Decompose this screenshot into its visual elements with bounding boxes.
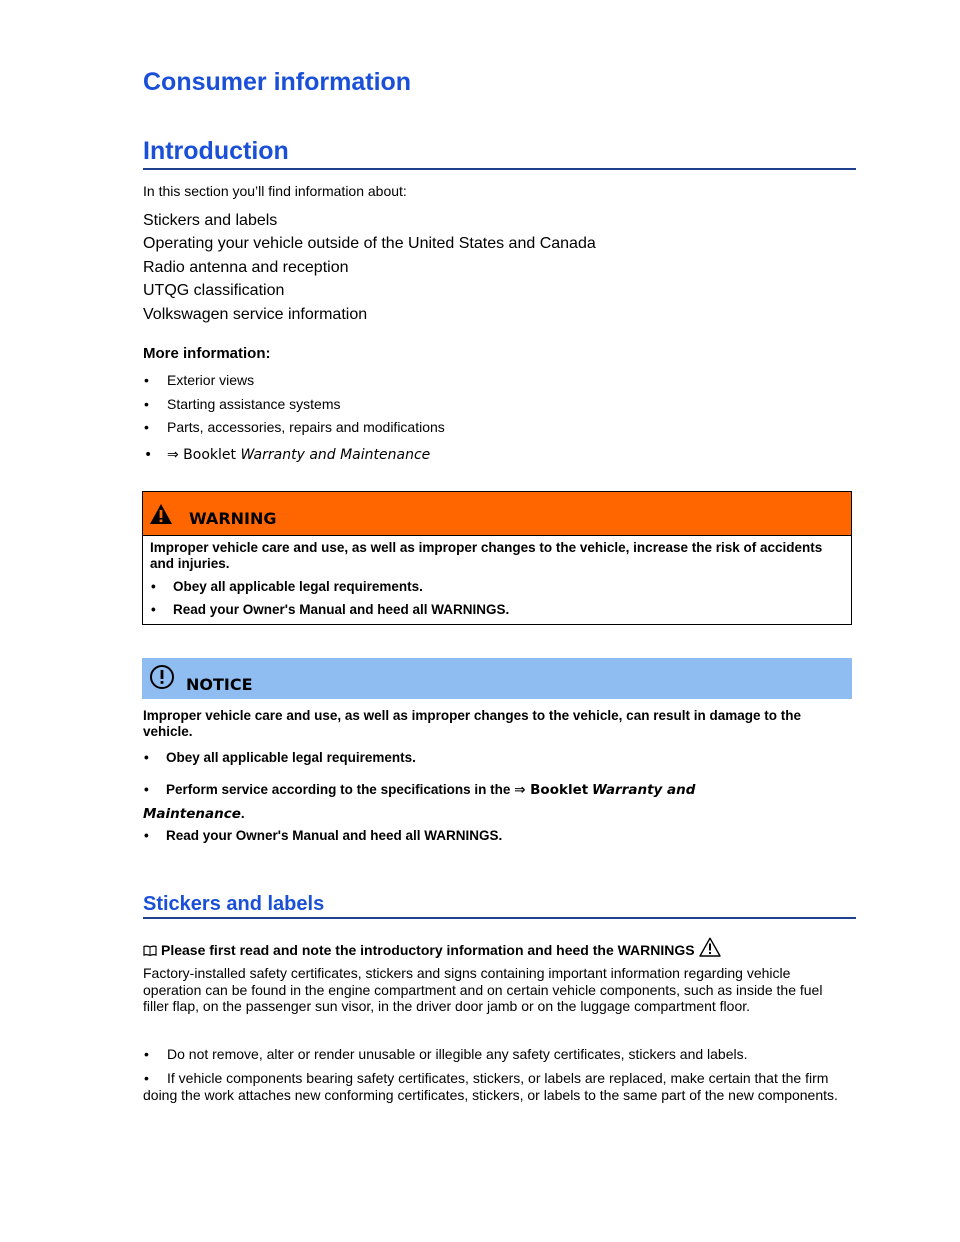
section-title: Introduction: [143, 137, 289, 165]
warning-list: [150, 579, 509, 625]
more-info-link[interactable]: • Starting assistance systems: [143, 396, 445, 420]
stickers-list: [143, 1046, 855, 1103]
notice-item-end: .: [240, 806, 245, 821]
warning-title: WARNING: [189, 509, 277, 528]
notice-text: Improper vehicle care and use, as well as improper changes to the vehicle, can result in damage to the vehicle.: [143, 708, 801, 739]
more-info-link[interactable]: • Parts, accessories, repairs and modifications: [143, 419, 445, 443]
stickers-title: Stickers and labels: [143, 893, 325, 915]
booklet-title: Warranty and Maintenance: [240, 446, 431, 463]
chapter-title: Consumer information: [143, 68, 412, 96]
notice-item: • Obey all applicable legal requirements.: [143, 750, 843, 778]
warning-text: Improper vehicle care and use, as well as improper changes to the vehicle, increase the risk of accidents and injuries.: [150, 540, 823, 571]
more-info-list: [143, 372, 445, 470]
notice-item-text: Perform service according to the specifications in the: [166, 782, 511, 797]
stickers-divider: [143, 917, 856, 919]
warning-triangle-icon: [149, 503, 173, 525]
booklet-prefix: ⇒ Booklet: [167, 446, 237, 463]
warning-triangle-icon[interactable]: [699, 937, 721, 957]
stickers-item: • Do not remove, alter or render unusable or illegible any safety certificates, stickers and labels.: [143, 1046, 855, 1070]
booklet-prefix[interactable]: ⇒ Booklet: [514, 782, 589, 798]
read-note-text: Please first read and note the introductory information and heed the WARNINGS: [161, 942, 695, 958]
topic-link[interactable]: Stickers and labels: [143, 212, 278, 229]
warning-item: • Obey all applicable legal requirements.: [150, 579, 509, 602]
stickers-item: • If vehicle components bearing safety certificates, stickers, or labels are replaced, make certain that the firm doing the work attaches new conforming certificates, stickers, or labels to the same part of the new components.: [143, 1070, 855, 1103]
notice-header: [142, 658, 852, 699]
booklet-title-cont[interactable]: Maintenance: [143, 806, 241, 822]
more-info-link[interactable]: • Exterior views: [143, 372, 445, 396]
exclamation-circle-icon: [149, 664, 175, 690]
notice-item: • Read your Owner's Manual and heed all WARNINGS.: [143, 828, 843, 843]
intro-text: In this section you’ll find information about:: [143, 183, 407, 199]
book-icon: [143, 945, 157, 956]
topic-link[interactable]: UTQG classification: [143, 282, 285, 300]
warning-item: • Read your Owner's Manual and heed all WARNINGS.: [150, 602, 509, 625]
more-info-heading: More information:: [143, 345, 271, 362]
notice-list: [143, 750, 843, 843]
booklet-title[interactable]: Warranty and: [591, 782, 696, 798]
notice-title: NOTICE: [186, 675, 253, 694]
warning-box: [142, 491, 852, 625]
topic-link[interactable]: Radio antenna and reception: [143, 258, 349, 276]
booklet-reference[interactable]: [143, 447, 445, 471]
topic-list: [143, 209, 596, 326]
section-divider: [143, 168, 856, 170]
topic-link[interactable]: Operating your vehicle outside of the United States and Canada: [143, 235, 596, 253]
notice-item: [143, 778, 843, 828]
stickers-paragraph: Factory-installed safety certificates, stickers and signs containing important information regarding vehicle operation can be found in the engine compartment and on certain vehicle components, such as inside the fuel filler flap, on the passenger sun visor, in the driver door jamb or on the luggage compartment floor.: [143, 965, 823, 1014]
warning-header: [143, 492, 851, 536]
topic-link[interactable]: Volkswagen service information: [143, 305, 368, 323]
read-note: [143, 937, 721, 958]
